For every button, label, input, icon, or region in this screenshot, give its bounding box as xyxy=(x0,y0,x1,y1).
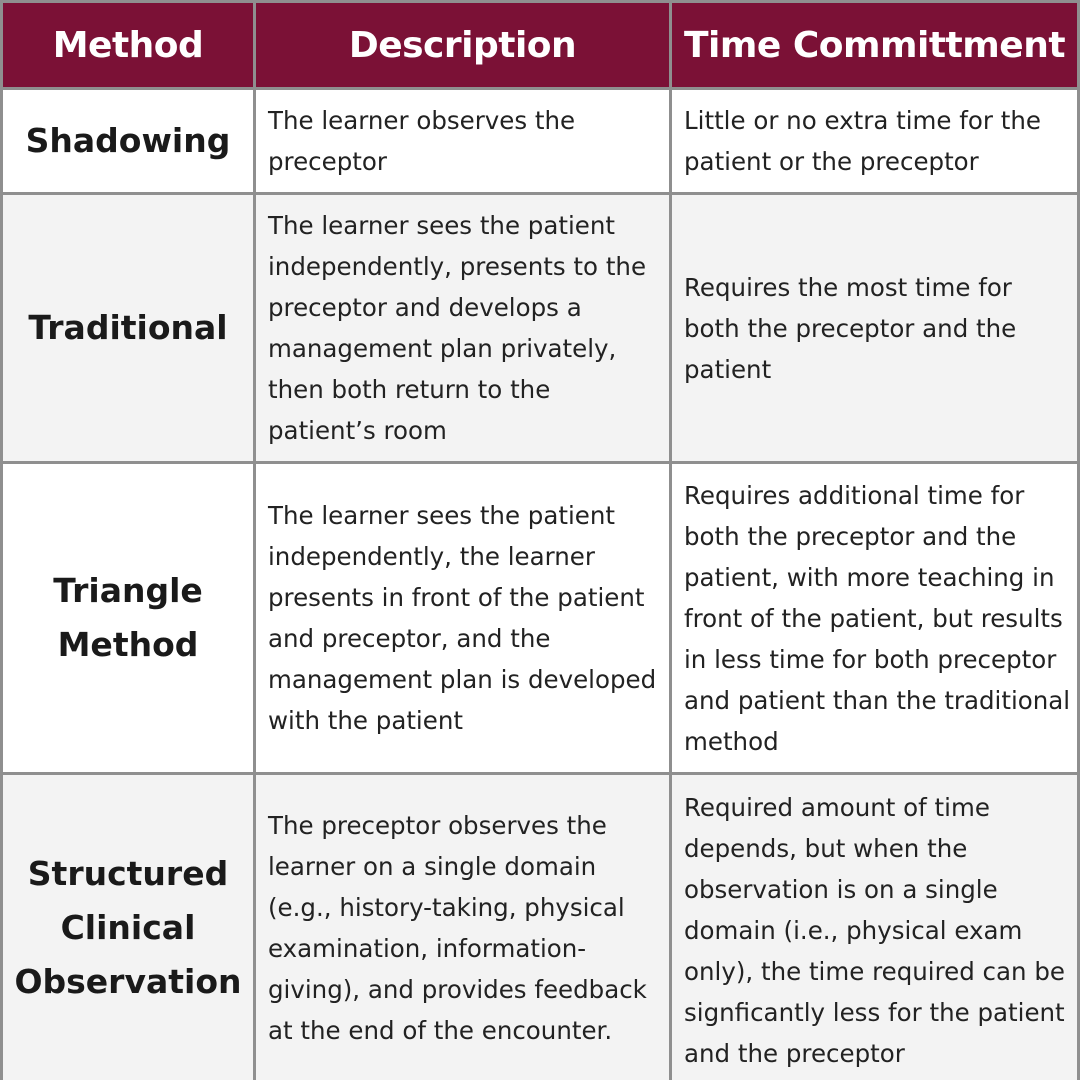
row-shadowing-time: Little or no extra time for the patient or the preceptor xyxy=(672,90,1077,192)
row-structured-method: Structured Clinical Observation xyxy=(3,775,253,1080)
row-structured-description: The preceptor observes the learner on a single domain (e.g., history-taking, physical examination, information-giving), and provides feedback at the end of the encounter. xyxy=(256,775,669,1080)
header-time-commitment: Time Committment xyxy=(672,3,1077,87)
row-traditional-description: The learner sees the patient independently, presents to the preceptor and develops a management plan privately, then both return to the patient’s room xyxy=(256,195,669,461)
row-triangle-description: The learner sees the patient independently, the learner presents in front of the patient and preceptor, and the management plan is developed with the patient xyxy=(256,464,669,772)
header-description: Description xyxy=(256,3,669,87)
row-triangle-method: Triangle Method xyxy=(3,464,253,772)
row-triangle-time: Requires additional time for both the preceptor and the patient, with more teaching in front of the patient, but results in less time for both preceptor and patient than the traditional method xyxy=(672,464,1077,772)
row-structured-time: Required amount of time depends, but when the observation is on a single domain (i.e., physical exam only), the time required can be signficantly less for the patient and the preceptor xyxy=(672,775,1077,1080)
row-shadowing-method: Shadowing xyxy=(3,90,253,192)
row-traditional-time: Requires the most time for both the preceptor and the patient xyxy=(672,195,1077,461)
row-shadowing-description: The learner observes the preceptor xyxy=(256,90,669,192)
header-method: Method xyxy=(3,3,253,87)
row-traditional-method: Traditional xyxy=(3,195,253,461)
